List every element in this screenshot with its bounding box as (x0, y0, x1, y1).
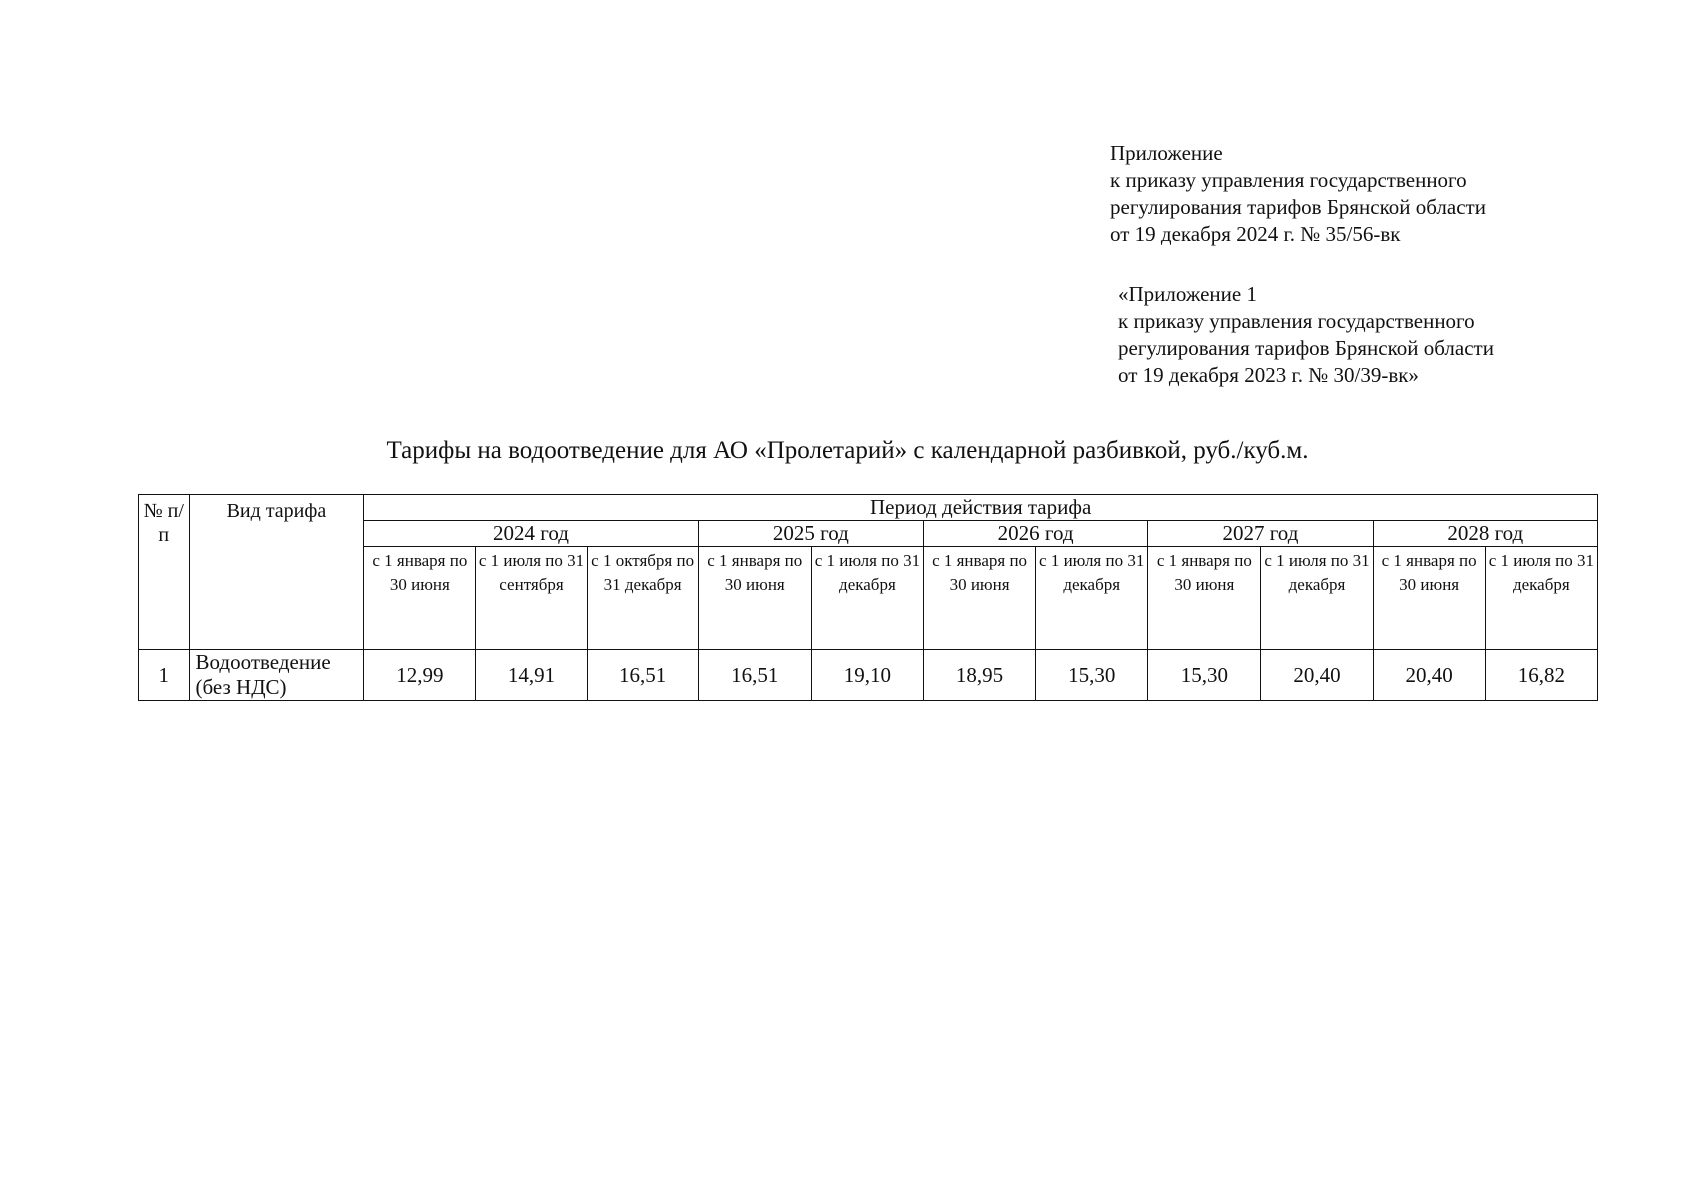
year-header: 2026 год (923, 521, 1147, 547)
subperiod-header: с 1 июля по 31 декабря (811, 547, 923, 650)
subperiod-header: с 1 января по 30 июня (1148, 547, 1261, 650)
appendix-line: регулирования тарифов Брянской области (1110, 195, 1486, 219)
appendix-line: от 19 декабря 2024 г. № 35/56-вк (1110, 222, 1401, 246)
table-row (139, 650, 1598, 701)
header-row-period (139, 495, 1598, 521)
column-header-period: Период действия тарифа (364, 495, 1598, 521)
tariff-value-cell: 20,40 (1261, 650, 1373, 701)
tariff-value-cell: 16,51 (698, 650, 811, 701)
tariff-value-cell: 20,40 (1373, 650, 1485, 701)
tariff-table (138, 494, 1598, 701)
document-title: Тарифы на водоотведение для АО «Пролетарий» с календарной разбивкой, руб./куб.м. (386, 437, 1309, 464)
subperiod-header: с 1 января по 30 июня (698, 547, 811, 650)
tariff-value-cell: 12,99 (364, 650, 476, 701)
tariff-value-cell: 18,95 (923, 650, 1035, 701)
subperiod-header: с 1 января по 30 июня (1373, 547, 1485, 650)
tariff-value-cell: 14,91 (476, 650, 587, 701)
appendix-line: «Приложение 1 (1118, 282, 1257, 306)
column-header-number: № п/п (139, 495, 190, 650)
appendix-line: от 19 декабря 2023 г. № 30/39-вк» (1118, 363, 1419, 387)
subperiod-header: с 1 июля по 31 декабря (1261, 547, 1373, 650)
appendix-line: Приложение (1110, 141, 1223, 165)
appendix-line: к приказу управления государственного (1110, 168, 1467, 192)
subperiod-header: с 1 июля по 31 сентября (476, 547, 587, 650)
appendix-line: к приказу управления государственного (1118, 309, 1475, 333)
row-number: 1 (139, 650, 190, 701)
year-header: 2027 год (1148, 521, 1373, 547)
column-header-tariff-type: Вид тарифа (189, 495, 364, 650)
appendix-line: регулирования тарифов Брянской области (1118, 336, 1494, 360)
tariff-value-cell: 15,30 (1036, 650, 1148, 701)
year-header: 2025 год (698, 521, 923, 547)
tariff-value-cell: 16,51 (587, 650, 698, 701)
year-header: 2028 год (1373, 521, 1597, 547)
subperiod-header: с 1 июля по 31 декабря (1036, 547, 1148, 650)
year-header: 2024 год (364, 521, 698, 547)
subperiod-header: с 1 октября по 31 декабря (587, 547, 698, 650)
subperiod-header: с 1 июля по 31 декабря (1485, 547, 1597, 650)
tariff-type-cell: Водоотведение (без НДС) (189, 650, 364, 701)
appendix-current (1110, 140, 1486, 248)
tariff-value-cell: 19,10 (811, 650, 923, 701)
tariff-value-cell: 15,30 (1148, 650, 1261, 701)
subperiod-header: с 1 января по 30 июня (364, 547, 476, 650)
subperiod-header: с 1 января по 30 июня (923, 547, 1035, 650)
tariff-value-cell: 16,82 (1485, 650, 1597, 701)
appendix-previous (1118, 281, 1494, 389)
